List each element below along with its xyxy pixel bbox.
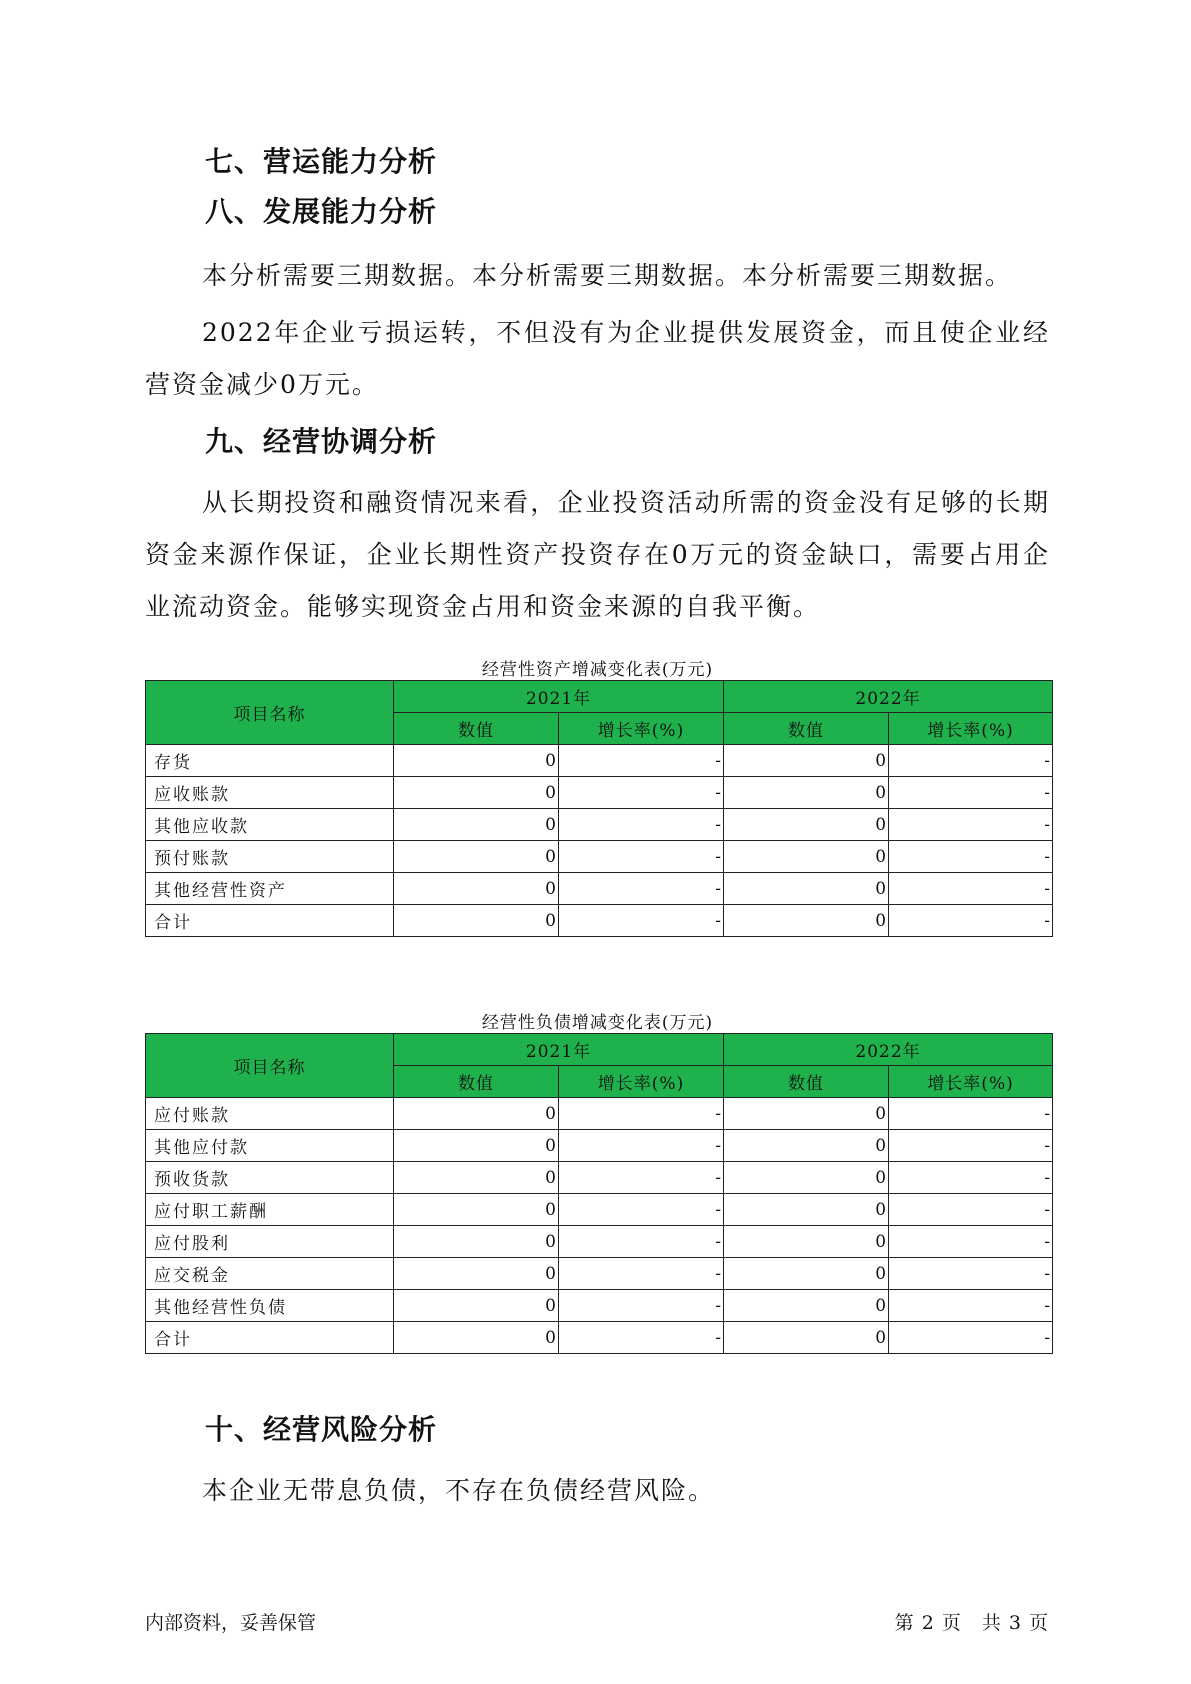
- section-10-paragraph-1: 本企业无带息负债，不存在负债经营风险。: [202, 1476, 716, 1505]
- row-rate-2022: -: [889, 841, 1053, 873]
- footer-confidential-note: 内部资料，妥善保管: [145, 1612, 317, 1634]
- table-row: [146, 777, 1053, 809]
- table-row: [146, 1194, 1053, 1226]
- row-rate-2022: -: [889, 1162, 1053, 1194]
- header-rate-2021: 增长率(%): [559, 713, 724, 745]
- table-row: [146, 745, 1053, 777]
- header-year-2022: 2022年: [724, 1034, 1053, 1066]
- row-rate-2021: -: [559, 809, 724, 841]
- row-value-2022: 0: [724, 1226, 889, 1258]
- header-value-2022: 数值: [724, 1066, 889, 1098]
- row-rate-2021: -: [559, 1322, 724, 1354]
- row-rate-2021: -: [559, 905, 724, 937]
- row-rate-2022: -: [889, 1290, 1053, 1322]
- row-rate-2022: -: [889, 777, 1053, 809]
- row-value-2022: 0: [724, 777, 889, 809]
- section-7-title: 七、营运能力分析: [205, 145, 438, 178]
- table-row: [146, 1098, 1053, 1130]
- row-rate-2021: -: [559, 873, 724, 905]
- row-value-2022: 0: [724, 1162, 889, 1194]
- row-rate-2022: -: [889, 745, 1053, 777]
- section-9-title: 九、经营协调分析: [205, 425, 438, 458]
- row-value-2021: 0: [394, 809, 559, 841]
- section-10-title: 十、经营风险分析: [205, 1413, 438, 1446]
- row-value-2021: 0: [394, 905, 559, 937]
- row-item-name: 合计: [146, 1322, 394, 1354]
- row-rate-2021: -: [559, 1130, 724, 1162]
- header-rate-2022: 增长率(%): [889, 713, 1053, 745]
- footer-page-number: 第 2 页 共 3 页: [894, 1612, 1049, 1634]
- row-value-2022: 0: [724, 1098, 889, 1130]
- header-value-2022: 数值: [724, 713, 889, 745]
- section-8-paragraph-1: 本分析需要三期数据。本分析需要三期数据。本分析需要三期数据。: [202, 261, 1013, 290]
- row-value-2021: 0: [394, 1290, 559, 1322]
- table-row: [146, 1290, 1053, 1322]
- row-value-2022: 0: [724, 1290, 889, 1322]
- operating-liabilities-table: [145, 1033, 1053, 1354]
- row-item-name: 应付账款: [146, 1098, 394, 1130]
- row-value-2021: 0: [394, 1258, 559, 1290]
- header-value-2021: 数值: [394, 713, 559, 745]
- row-rate-2021: -: [559, 1194, 724, 1226]
- row-value-2021: 0: [394, 1194, 559, 1226]
- header-rate-2021: 增长率(%): [559, 1066, 724, 1098]
- header-item-name: 项目名称: [146, 681, 394, 745]
- section-8-paragraph-2: 2022年企业亏损运转，不但没有为企业提供发展资金，而且使企业经营资金减少0万元。: [145, 318, 1050, 399]
- table-row: [146, 1322, 1053, 1354]
- row-item-name: 应收账款: [146, 777, 394, 809]
- table-1-caption: 经营性资产增减变化表(万元): [481, 660, 714, 680]
- header-year-2022: 2022年: [724, 681, 1053, 713]
- section-9-paragraph-1: 从长期投资和融资情况来看，企业投资活动所需的资金没有足够的长期资金来源作保证，企业长期性资产投资存在0万元的资金缺口，需要占用企业流动资金。能够实现资金占用和资金来源的自我平衡。: [145, 488, 1050, 621]
- row-item-name: 预付账款: [146, 841, 394, 873]
- row-value-2021: 0: [394, 1098, 559, 1130]
- header-value-2021: 数值: [394, 1066, 559, 1098]
- row-rate-2021: -: [559, 841, 724, 873]
- row-value-2021: 0: [394, 1226, 559, 1258]
- row-item-name: 其他经营性负债: [146, 1290, 394, 1322]
- table-row: [146, 1130, 1053, 1162]
- row-rate-2022: -: [889, 873, 1053, 905]
- header-year-2021: 2021年: [394, 681, 724, 713]
- row-rate-2022: -: [889, 1098, 1053, 1130]
- row-item-name: 应交税金: [146, 1258, 394, 1290]
- row-value-2021: 0: [394, 777, 559, 809]
- table-2-caption: 经营性负债增减变化表(万元): [481, 1013, 714, 1033]
- row-rate-2021: -: [559, 1098, 724, 1130]
- row-value-2021: 0: [394, 745, 559, 777]
- row-item-name: 其他应付款: [146, 1130, 394, 1162]
- row-rate-2021: -: [559, 745, 724, 777]
- row-value-2022: 0: [724, 841, 889, 873]
- row-rate-2022: -: [889, 905, 1053, 937]
- table-row: [146, 809, 1053, 841]
- table-row: [146, 873, 1053, 905]
- operating-assets-table: [145, 680, 1053, 937]
- row-rate-2021: -: [559, 777, 724, 809]
- row-rate-2021: -: [559, 1162, 724, 1194]
- row-value-2021: 0: [394, 873, 559, 905]
- row-rate-2021: -: [559, 1258, 724, 1290]
- row-value-2022: 0: [724, 745, 889, 777]
- row-value-2022: 0: [724, 1194, 889, 1226]
- row-value-2022: 0: [724, 809, 889, 841]
- row-item-name: 存货: [146, 745, 394, 777]
- row-value-2022: 0: [724, 873, 889, 905]
- row-value-2022: 0: [724, 1258, 889, 1290]
- row-value-2022: 0: [724, 1322, 889, 1354]
- row-rate-2022: -: [889, 1258, 1053, 1290]
- row-value-2021: 0: [394, 1130, 559, 1162]
- header-rate-2022: 增长率(%): [889, 1066, 1053, 1098]
- table-row: [146, 841, 1053, 873]
- row-rate-2022: -: [889, 1322, 1053, 1354]
- row-item-name: 其他经营性资产: [146, 873, 394, 905]
- row-rate-2022: -: [889, 809, 1053, 841]
- row-rate-2021: -: [559, 1226, 724, 1258]
- table-row: [146, 1162, 1053, 1194]
- row-item-name: 应付职工薪酬: [146, 1194, 394, 1226]
- row-value-2021: 0: [394, 841, 559, 873]
- header-item-name: 项目名称: [146, 1034, 394, 1098]
- table-row: [146, 905, 1053, 937]
- row-rate-2022: -: [889, 1194, 1053, 1226]
- table-row: [146, 1258, 1053, 1290]
- row-value-2022: 0: [724, 1130, 889, 1162]
- row-rate-2022: -: [889, 1130, 1053, 1162]
- row-rate-2021: -: [559, 1290, 724, 1322]
- row-rate-2022: -: [889, 1226, 1053, 1258]
- row-item-name: 其他应收款: [146, 809, 394, 841]
- header-year-2021: 2021年: [394, 1034, 724, 1066]
- row-item-name: 应付股利: [146, 1226, 394, 1258]
- table-row: [146, 1226, 1053, 1258]
- row-value-2021: 0: [394, 1322, 559, 1354]
- section-8-title: 八、发展能力分析: [205, 195, 438, 228]
- row-value-2021: 0: [394, 1162, 559, 1194]
- row-item-name: 预收货款: [146, 1162, 394, 1194]
- row-value-2022: 0: [724, 905, 889, 937]
- row-item-name: 合计: [146, 905, 394, 937]
